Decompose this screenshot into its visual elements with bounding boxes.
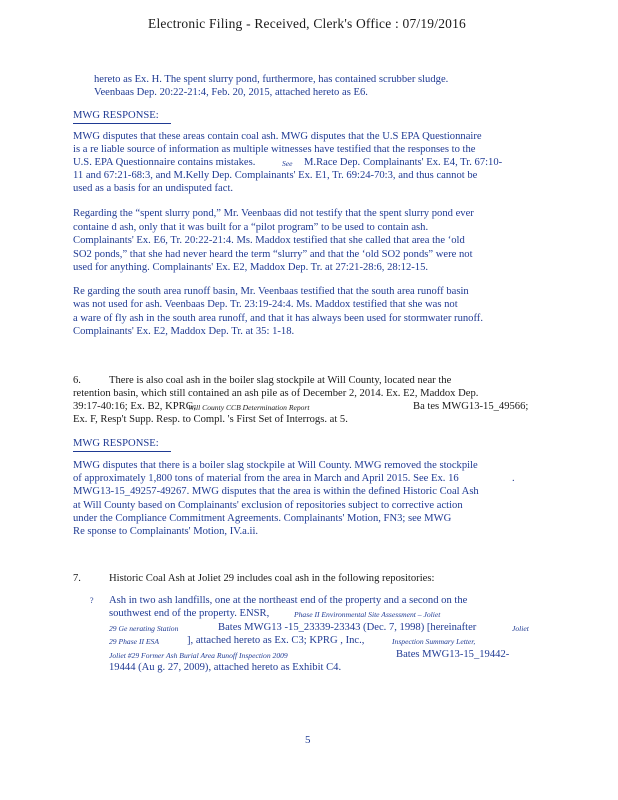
response-label: MWG RESPONSE: <box>73 438 159 449</box>
text-line: southwest end of the property. ENSR, <box>109 608 270 619</box>
report-title: Will County CCB Determination Report <box>188 403 310 412</box>
response-underline <box>73 451 171 452</box>
text-line: Bates MWG13-15_19442- <box>396 649 510 660</box>
text-line: Bates MWG13 -15_23339-23343 (Dec. 7, 1998) [hereinafter <box>218 622 477 633</box>
stray-dot: . <box>512 473 515 484</box>
text-line: used as a basis for an undisputed fact. <box>73 183 234 194</box>
text-line: retention basin, which still contained an ash pile as of December 2, 2014. Ex. E2, Maddox Dep. <box>73 388 479 399</box>
response-underline <box>73 123 171 124</box>
text-line: MWG disputes that there is a boiler slag stockpile at Will County. MWG removed the stockpile <box>73 460 478 471</box>
text-line: under the Compliance Commitment Agreements. Complainants' Motion, FN3; see MWG <box>73 513 452 524</box>
text-line: is a re liable source of information as multiple witnesses have testified that the responses to the <box>73 144 476 155</box>
text-line: Ash in two ash landfills, one at the northeast end of the property and a second on the <box>109 595 468 606</box>
item-number: 7. <box>73 573 81 584</box>
text-line: M.Race Dep. Complainants' Ex. E4, Tr. 67:10- <box>304 157 503 168</box>
response-label: MWG RESPONSE: <box>73 110 159 121</box>
bullet-mark: ? <box>90 596 94 605</box>
text-line: of approximately 1,800 tons of material from the area in March and April 2015. See Ex. 16 <box>73 473 459 484</box>
text-line: MWG13-15_49257-49267. MWG disputes that the area is within the defined Historic Coal Ash <box>73 486 479 497</box>
item-number: 6. <box>73 375 81 386</box>
see-signal: See <box>282 159 293 168</box>
report-title: 29 Ge nerating Station <box>109 624 179 633</box>
text-line: containe d ash, only that it was built for a “pilot program” to be used to contain ash. <box>73 222 429 233</box>
text-line: U.S. EPA Questionnaire contains mistakes. <box>73 157 256 168</box>
text-line: 19444 (Au g. 27, 2009), attached hereto as Exhibit C4. <box>109 662 342 673</box>
text-line: hereto as Ex. H. The spent slurry pond, furthermore, has contained scrubber sludge. <box>94 74 449 85</box>
text-line: Re garding the south area runoff basin, Mr. Veenbaas testified that the south area runoff basin <box>73 286 469 297</box>
text-line: ], attached hereto as Ex. C3; KPRG , Inc., <box>187 635 365 646</box>
text-line: 11 and 67:21-68:3, and M.Kelly Dep. Complainants' Ex. E1, Tr. 69:24-70:3, and thus cannot be <box>73 170 478 181</box>
text-line: MWG disputes that these areas contain coal ash. MWG disputes that the U.S EPA Questionnaire <box>73 131 482 142</box>
report-title: Inspection Summary Letter, <box>392 637 476 646</box>
text-line: used for anything. Complainants' Ex. E2, Maddox Dep. Tr. at 27:21-28:6, 28:12-15. <box>73 262 429 273</box>
text-line: Complainants' Ex. E2, Maddox Dep. Tr. at 35: 1-18. <box>73 326 295 337</box>
text-line: SO2 ponds,” that she had never heard the term “slurry” and that the ‘old SO2 ponds” were not <box>73 249 473 260</box>
text-line: There is also coal ash in the boiler slag stockpile at Will County, located near the <box>109 375 452 386</box>
text-line: 39:17-40:16; Ex. B2, KPRG, <box>73 401 197 412</box>
filing-header: Electronic Filing - Received, Clerk's Office : 07/19/2016 <box>148 16 467 31</box>
text-line: Ex. F, Resp't Supp. Resp. to Compl. 's First Set of Interrogs. at 5. <box>73 414 348 425</box>
text-line: Ba tes MWG13-15_49566; <box>413 401 529 412</box>
report-title: Phase II Environmental Site Assessment – Joliet <box>294 610 441 619</box>
short-cite: 29 Phase II ESA <box>109 637 159 646</box>
text-line: a ware of fly ash in the south area runoff, and that it has always been used for stormwater runoff. <box>73 313 483 324</box>
text-line: was not used for ash. Veenbaas Dep. Tr. 23:19-24:4. Ms. Maddox testified that she was not <box>73 299 458 310</box>
text-line: at Will County based on Complainants' exclusion of repositories subject to corrective action <box>73 500 463 511</box>
text-line: Historic Coal Ash at Joliet 29 includes coal ash in the following repositories: <box>109 573 435 584</box>
page-number: 5 <box>305 734 311 746</box>
text-line: Re sponse to Complainants' Motion, IV.a.ii. <box>73 526 259 537</box>
report-title: Joliet #29 Former Ash Burial Area Runoff Inspection 2009 <box>109 651 288 660</box>
text-line: Complainants' Ex. E6, Tr. 20:22-21:4. Ms. Maddox testified that she called that area the ‘old <box>73 235 465 246</box>
text-line: Regarding the “spent slurry pond,” Mr. Veenbaas did not testify that the spent slurry pond ever <box>73 208 474 219</box>
text-line: Veenbaas Dep. 20:22-21:4, Feb. 20, 2015, attached hereto as E6. <box>94 87 368 98</box>
short-cite: Joliet <box>512 624 529 633</box>
